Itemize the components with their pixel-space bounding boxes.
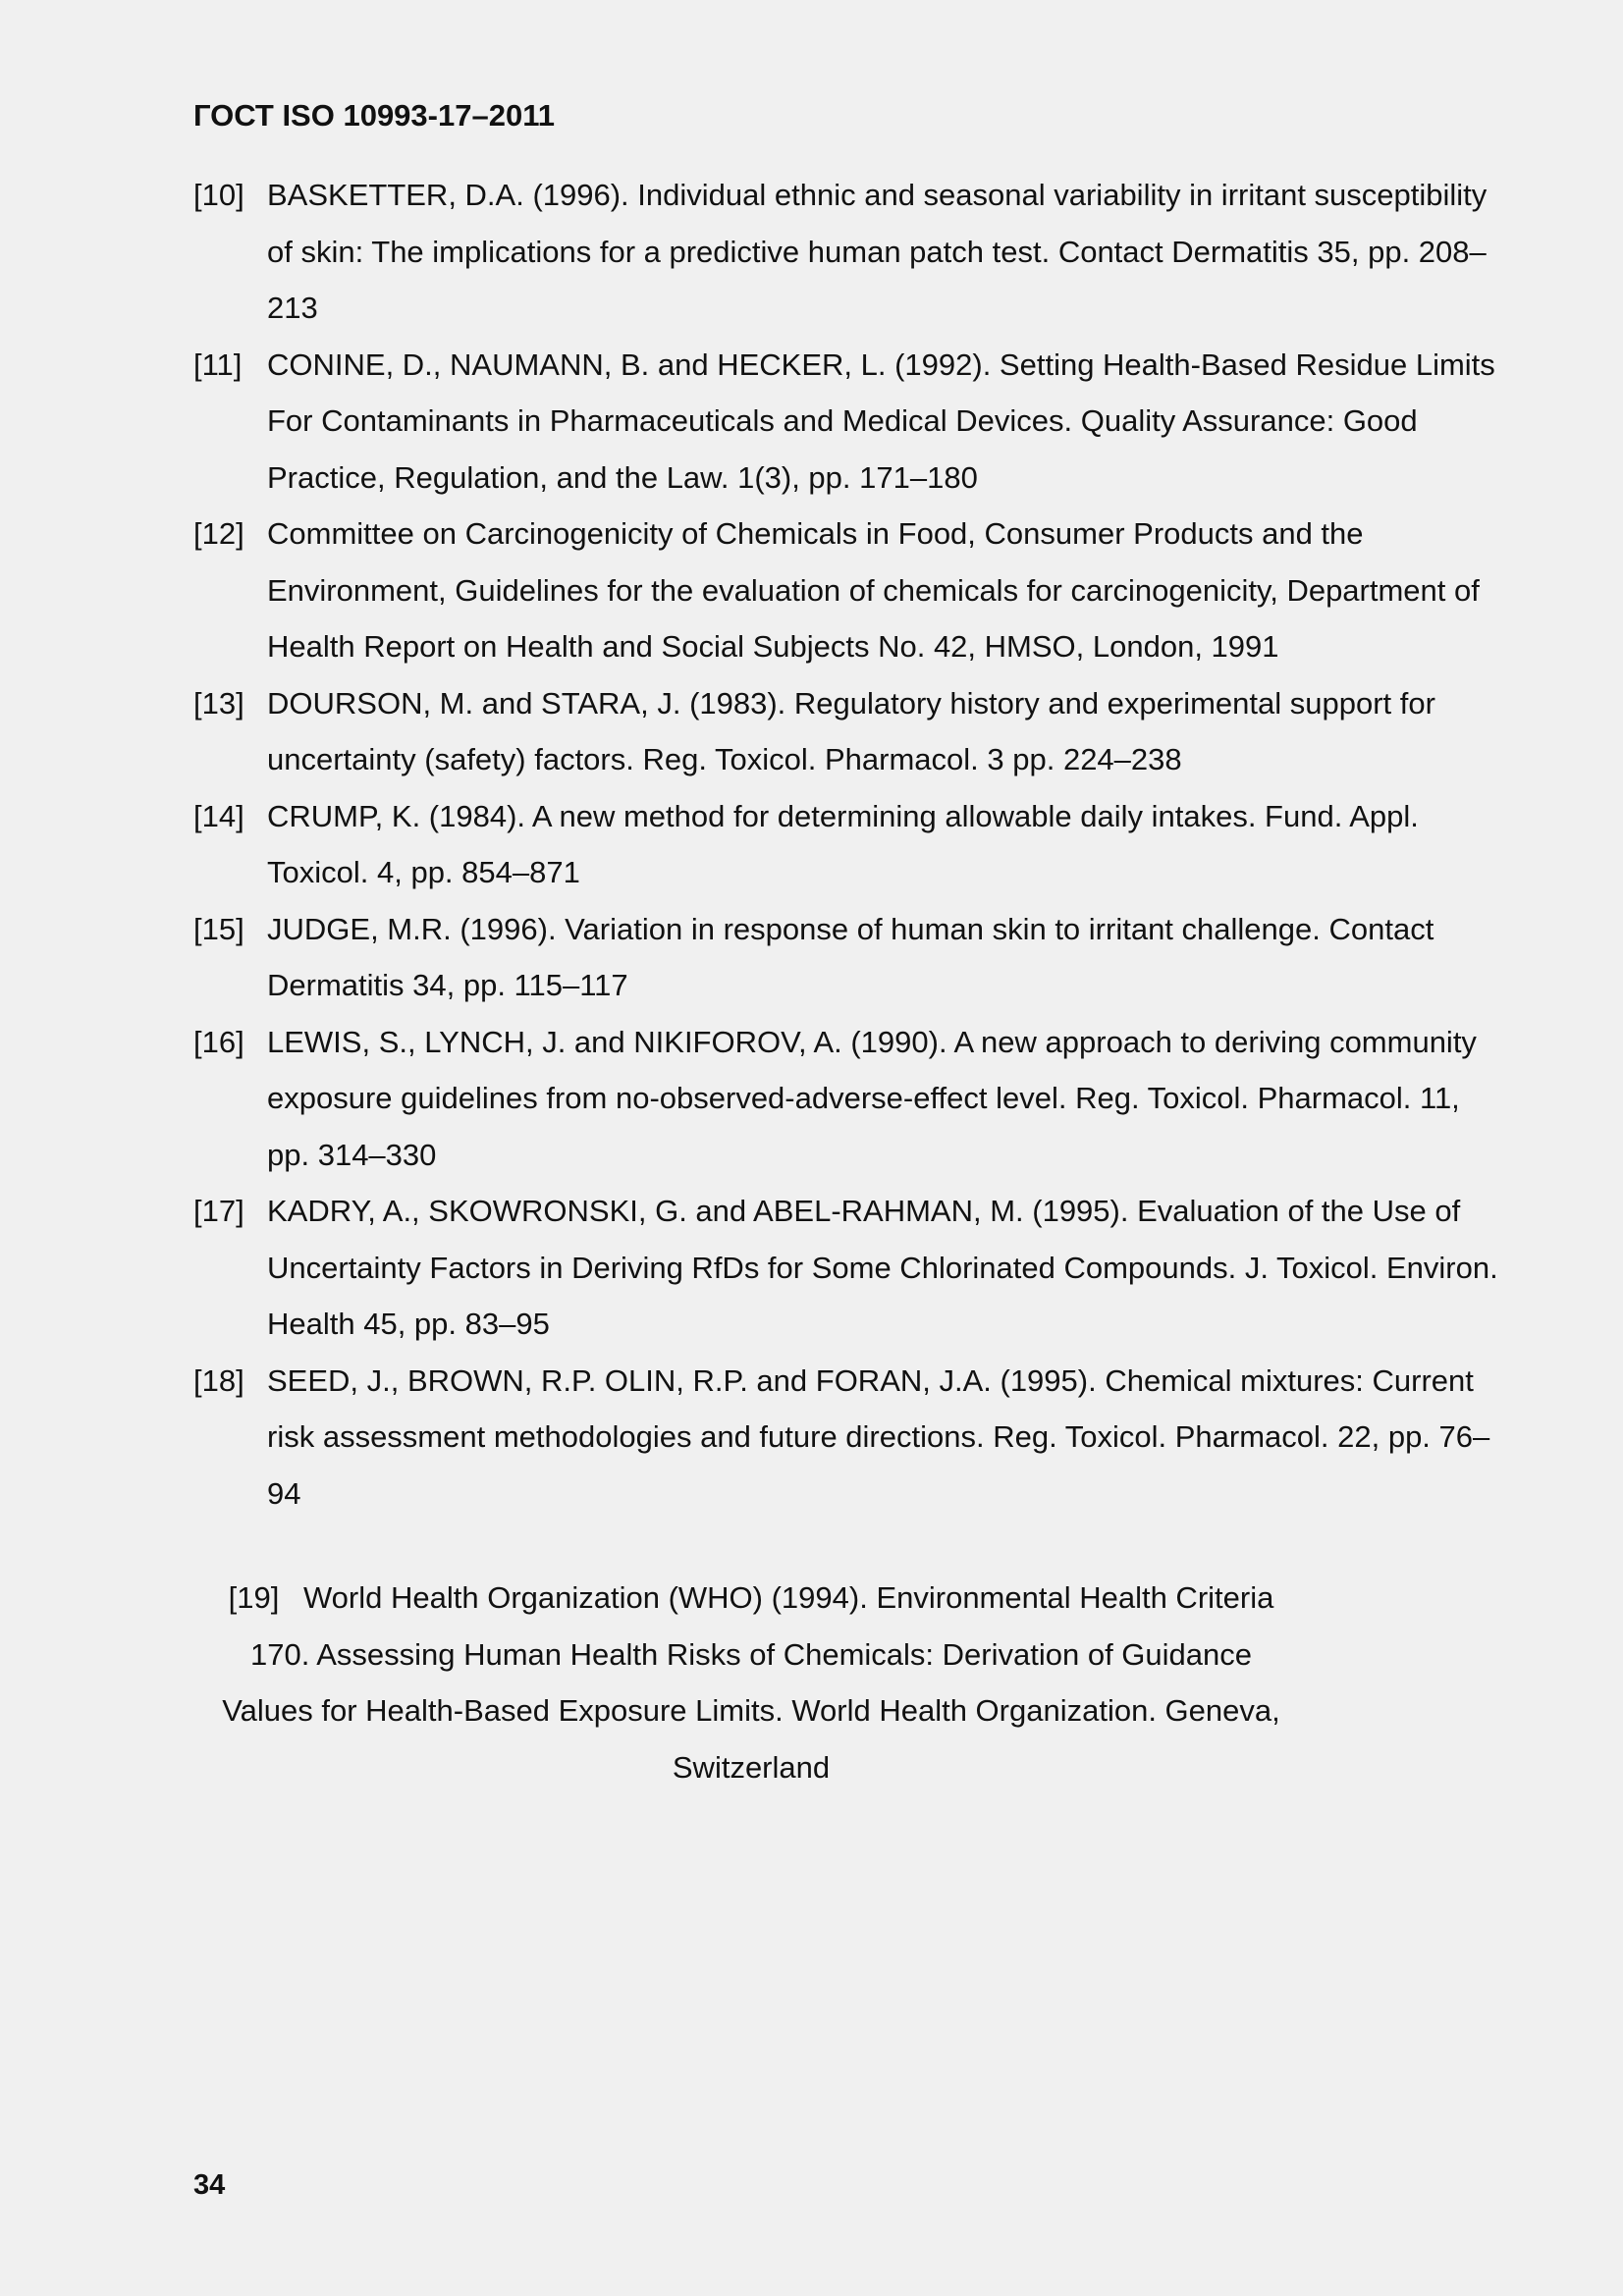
reference-number: [10]	[193, 178, 244, 212]
reference-text: LEWIS, S., LYNCH, J. and NIKIFOROV, A. (1990). A new approach to deriving community exposure guidelines from no-observed-adverse-effect level. Reg. Toxicol. Pharmacol. 11, pp. 314–330	[267, 1024, 1477, 1172]
reference-item	[193, 167, 1509, 337]
reference-item	[193, 506, 1509, 675]
reference-text: World Health Organization (WHO) (1994). Environmental Health Criteria 170. Assessing Human Health Risks of Chemicals: Derivation of Guidance Values for Health-Based Exposure Limits. World Health Organization. Geneva, Switzerland	[222, 1580, 1280, 1785]
reference-text: SEED, J., BROWN, R.P. OLIN, R.P. and FORAN, J.A. (1995). Chemical mixtures: Current risk assessment methodologies and future directions. Reg. Toxicol. Pharmacol. 22, pp. 76–94	[267, 1362, 1490, 1511]
reference-text: JUDGE, M.R. (1996). Variation in response of human skin to irritant challenge. Contact Dermatitis 34, pp. 115–117	[267, 911, 1434, 1002]
reference-text: DOURSON, M. and STARA, J. (1983). Regulatory history and experimental support for uncertainty (safety) factors. Reg. Toxicol. Pharmacol. 3 pp. 224–238	[267, 685, 1435, 776]
reference-item	[193, 1183, 1509, 1353]
reference-number: [12]	[193, 516, 244, 551]
reference-text: KADRY, A., SKOWRONSKI, G. and ABEL-RAHMAN, M. (1995). Evaluation of the Use of Uncertainty Factors in Deriving RfDs for Some Chlorinated Compounds. J. Toxicol. Environ. Health 45, pp. 83–95	[267, 1194, 1498, 1341]
reference-text: CRUMP, K. (1984). A new method for determining allowable daily intakes. Fund. Appl. Toxicol. 4, pp. 854–871	[267, 798, 1419, 889]
reference-number: [19]	[228, 1580, 280, 1615]
reference-item	[193, 788, 1509, 901]
reference-number: [16]	[193, 1024, 244, 1059]
standard-header: ГОСТ ISO 10993-17–2011	[193, 98, 555, 133]
reference-text: BASKETTER, D.A. (1996). Individual ethnic and seasonal variability in irritant susceptibility of skin: The implications for a predictive human patch test. Contact Dermatitis 35, pp. 208–213	[267, 178, 1488, 325]
reference-item-centered	[206, 1570, 1296, 1795]
reference-text: Committee on Carcinogenicity of Chemicals in Food, Consumer Products and the Environment, Guidelines for the evaluation of chemicals for carcinogenicity, Department of Health Report on Health and Social Subjects No. 42, HMSO, London, 1991	[267, 516, 1480, 664]
reference-number: [11]	[193, 347, 243, 382]
reference-number: [14]	[193, 798, 244, 833]
reference-item	[193, 675, 1509, 788]
reference-number: [18]	[193, 1362, 244, 1398]
reference-text: CONINE, D., NAUMANN, B. and HECKER, L. (1992). Setting Health-Based Residue Limits For Contaminants in Pharmaceuticals and Medical Devices. Quality Assurance: Good Practice, Regulation, and the Law. 1(3), pp. 171–180	[267, 347, 1495, 495]
reference-number: [15]	[193, 911, 244, 946]
reference-number: [17]	[193, 1194, 244, 1228]
page-number: 34	[193, 2169, 226, 2201]
reference-item	[193, 337, 1509, 507]
reference-number: [13]	[193, 685, 244, 721]
reference-item	[193, 901, 1509, 1014]
reference-item	[193, 1353, 1509, 1522]
reference-list	[193, 167, 1509, 1522]
reference-item	[193, 1014, 1509, 1184]
